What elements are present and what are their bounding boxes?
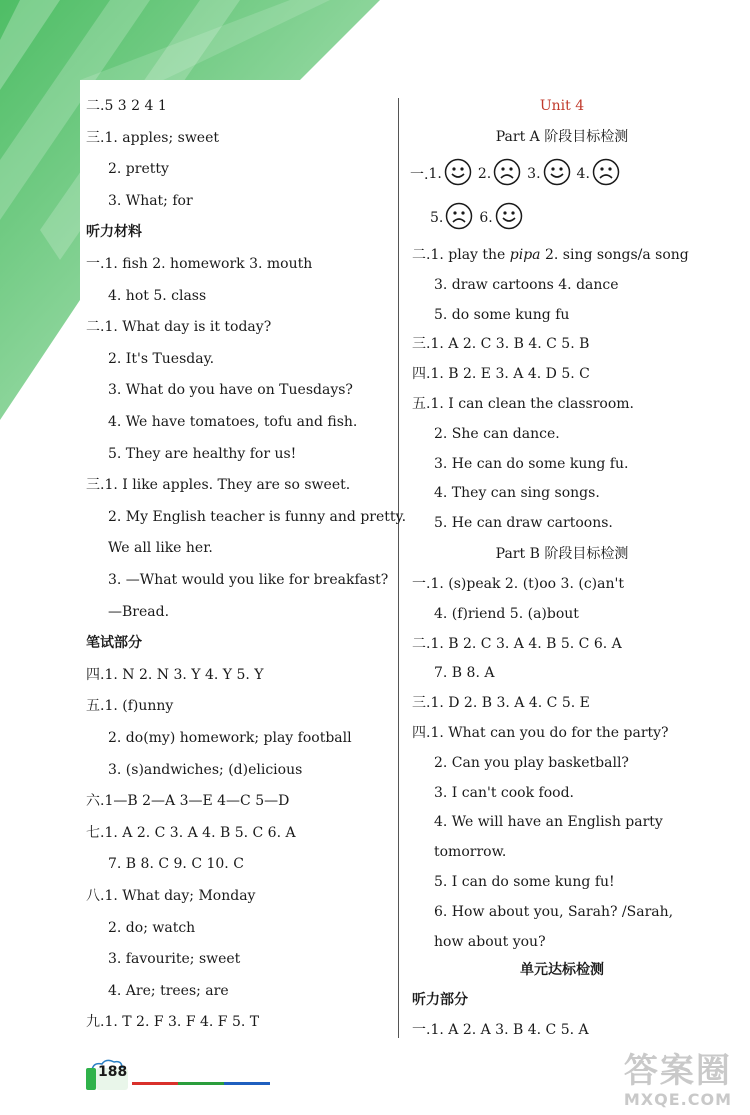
- face-label: 2.: [477, 166, 492, 182]
- answer-line: 3. draw cartoons 4. dance: [434, 276, 619, 293]
- answer-line: 七.1. A 2. C 3. A 4. B 5. C 6. A: [86, 824, 296, 841]
- answer-line: 三.1. A 2. C 3. B 4. C 5. B: [412, 336, 590, 353]
- answer-line: 2. She can dance.: [434, 425, 560, 442]
- answer-line: 4. (f)riend 5. (a)bout: [434, 605, 579, 622]
- unit-test-title: 单元达标检测: [520, 962, 604, 978]
- face-label: 5.: [430, 210, 444, 226]
- faces-row-1: [410, 158, 626, 190]
- answer-line: 2. do; watch: [108, 919, 196, 936]
- answer-line: 3. (s)andwiches; (d)elicious: [108, 761, 303, 778]
- happy-face-icon: [541, 158, 577, 190]
- answer-line: 二.5 3 2 4 1: [86, 98, 167, 114]
- red-bar: [132, 1082, 178, 1085]
- answer-line: 5. They are healthy for us!: [108, 445, 297, 462]
- answer-line: 3. He can do some kung fu.: [434, 455, 629, 472]
- face-label: 6.: [479, 210, 493, 226]
- answer-line: 三.1. apples; sweet: [86, 129, 220, 146]
- answer-line: 4. Are; trees; are: [108, 982, 229, 999]
- answer-line: 3. favourite; sweet: [108, 951, 241, 968]
- part-b-title: Part B 阶段目标检测: [495, 546, 629, 562]
- answer-line: 二.1. What day is it today?: [86, 319, 272, 336]
- answer-line: 2. Can you play basketball?: [434, 754, 629, 771]
- faces-row-2: [430, 202, 529, 234]
- watermark: [624, 1052, 732, 1109]
- answer-line: 7. B 8. A: [434, 665, 495, 682]
- answer-line: 一.1. A 2. A 3. B 4. C 5. A: [412, 1022, 589, 1038]
- unit-title: Unit 4: [539, 98, 585, 114]
- column-divider: [398, 98, 399, 1038]
- answer-line: 3. —What would you like for breakfast?: [108, 572, 389, 588]
- happy-face-icon: [493, 202, 529, 234]
- answer-line: 2. It's Tuesday.: [108, 350, 215, 367]
- section-heading: 听力材料: [86, 224, 142, 241]
- answer-line: 四.1. B 2. E 3. A 4. D 5. C: [412, 366, 590, 383]
- answer-line: 4. We will have an English party: [434, 814, 663, 831]
- answer-line: 五.1. (f)unny: [86, 698, 174, 715]
- answer-line: We all like her.: [108, 540, 213, 557]
- answer-line: 3. What; for: [108, 192, 193, 209]
- answer-line: —Bread.: [108, 603, 170, 620]
- face-label: 3.: [527, 166, 541, 182]
- part-a-title: Part A 阶段目标检测: [495, 129, 629, 145]
- answer-line: 3. I can't cook food.: [434, 784, 574, 801]
- green-bar: [178, 1082, 224, 1085]
- answer-line: tomorrow.: [434, 844, 507, 861]
- answer-line: 四.1. What can you do for the party?: [412, 725, 669, 741]
- face-label: 4.: [576, 166, 590, 182]
- sad-face-icon: [443, 202, 479, 234]
- answer-line: 6. How about you, Sarah? /Sarah,: [434, 903, 674, 920]
- answer-line: 二.1. play the pipa 2. sing songs/a song: [412, 247, 689, 263]
- blue-bar: [224, 1082, 270, 1085]
- answer-line: 5. do some kung fu: [434, 306, 570, 323]
- section-heading: 笔试部分: [86, 635, 142, 652]
- answer-line: 五.1. I can clean the classroom.: [412, 396, 634, 412]
- answer-line: 5. He can draw cartoons.: [434, 515, 613, 532]
- answer-line: 九.1. T 2. F 3. F 4. F 5. T: [86, 1014, 260, 1031]
- watermark-logo: 答案圈: [623, 1051, 732, 1091]
- answer-line: 2. do(my) homework; play football: [108, 730, 352, 746]
- listening-heading: 听力部分: [412, 992, 468, 1008]
- answer-line: 八.1. What day; Monday: [86, 888, 256, 904]
- answer-line: 5. I can do some kung fu!: [434, 874, 615, 890]
- happy-face-icon: [442, 158, 478, 190]
- sad-face-icon: [491, 158, 527, 190]
- page-number: 188: [98, 1064, 128, 1080]
- answer-line: 4. We have tomatoes, tofu and fish.: [108, 414, 358, 430]
- answer-line: 一.1. fish 2. homework 3. mouth: [86, 256, 313, 272]
- answer-line: 2. pretty: [108, 161, 169, 178]
- answer-line: 2. My English teacher is funny and pretty.: [108, 508, 407, 525]
- answer-line: how about you?: [434, 933, 546, 950]
- answer-line: 二.1. B 2. C 3. A 4. B 5. C 6. A: [412, 635, 622, 652]
- face-label: 1.: [428, 166, 442, 182]
- answer-line: 一.1. (s)peak 2. (t)oo 3. (c)an't: [412, 576, 624, 592]
- answer-line: 3. What do you have on Tuesdays?: [108, 382, 353, 399]
- page-color-bars: [132, 1082, 270, 1085]
- answer-line: 四.1. N 2. N 3. Y 4. Y 5. Y: [86, 666, 264, 683]
- answer-line: 4. They can sing songs.: [434, 485, 600, 502]
- answer-line: 7. B 8. C 9. C 10. C: [108, 856, 244, 873]
- question-number: 一.: [410, 167, 429, 183]
- watermark-url: MXQE.COM: [623, 1090, 732, 1109]
- answer-line: 三.1. D 2. B 3. A 4. C 5. E: [412, 695, 590, 712]
- answer-line: 三.1. I like apples. They are so sweet.: [86, 477, 351, 494]
- sad-face-icon: [590, 158, 626, 190]
- answer-line: 六.1—B 2—A 3—E 4—C 5—D: [86, 793, 290, 810]
- answer-line: 4. hot 5. class: [108, 287, 207, 304]
